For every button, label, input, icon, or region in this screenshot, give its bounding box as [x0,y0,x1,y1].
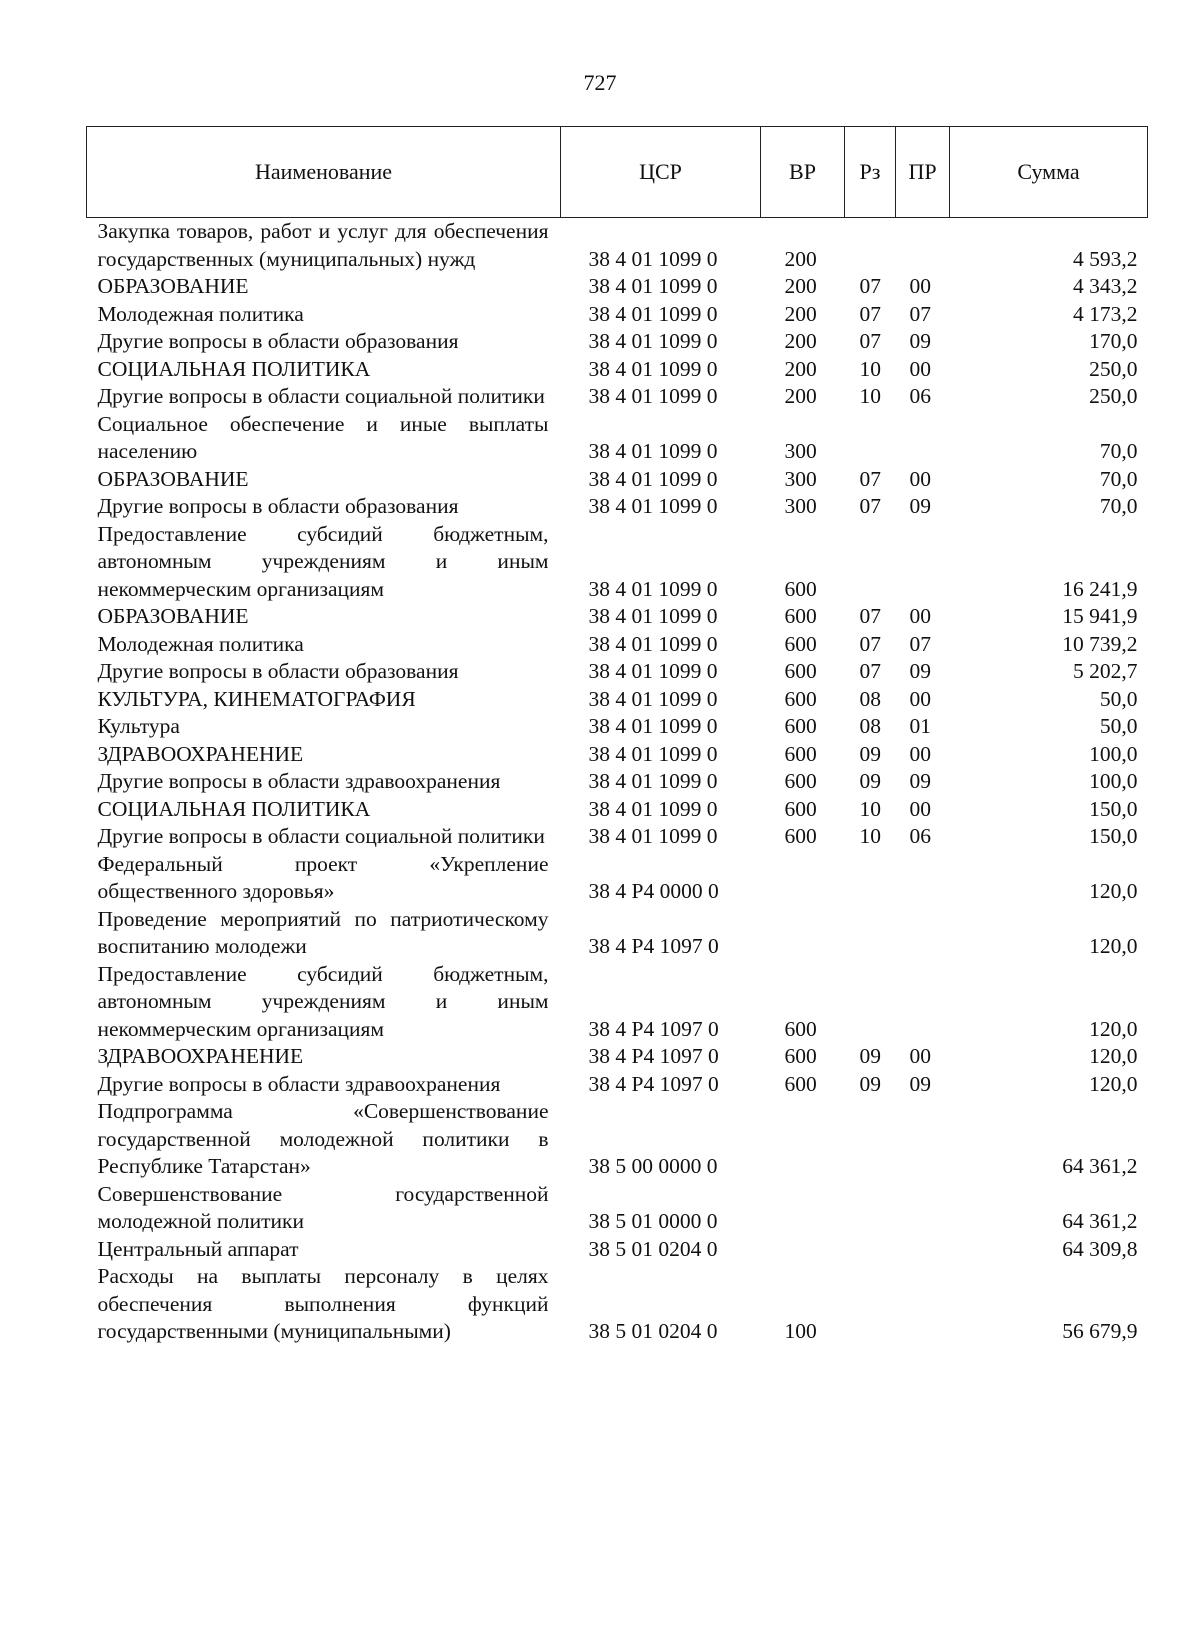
table-row [87,356,1148,384]
table-row [87,631,1148,659]
cell-csr: 38 4 P4 1097 0 [588,1016,719,1041]
table-row [87,1181,1148,1236]
cell-rz: 10 [859,356,881,381]
cell-vr: 600 [784,824,817,848]
cell-csr: 38 4 01 1099 0 [588,466,718,491]
cell-vr: 600 [784,631,817,656]
table-row [87,1043,1148,1071]
cell-csr: 38 4 01 1099 0 [588,714,718,738]
cell-vr: 600 [784,1071,817,1096]
cell-rz: 10 [859,824,881,848]
cell-csr: 38 4 01 1099 0 [588,246,718,271]
cell-sum: 4 593,2 [1073,246,1138,271]
cell-name: Федеральный проект «Укрепление общественного здоровья» [97,851,549,903]
header-rz: Рз [845,127,896,218]
cell-name: Закупка товаров, работ и услуг для обеспечения государственных (муниципальных) нужд [97,219,549,271]
cell-name: Предоставление субсидий бюджетным, автономным учреждениям и иным некоммерческим организациям [97,521,549,601]
cell-rz [845,411,896,466]
cell-rz: 07 [859,659,881,683]
cell-name: ЗДРАВООХРАНЕНИЕ [97,1044,304,1068]
cell-sum: 10 739,2 [1062,631,1138,656]
cell-name: Расходы на выплаты персоналу в целях обеспечения выполнения функций государственными (муниципальными) [97,1264,549,1343]
cell-pr: 06 [909,824,931,848]
cell-pr [896,906,950,961]
cell-csr: 38 4 P4 1097 0 [588,1071,719,1096]
cell-pr: 07 [909,631,931,656]
cell-rz [845,218,896,274]
cell-vr: 600 [784,604,817,628]
cell-rz: 09 [859,1044,881,1068]
table-row [87,521,1148,604]
cell-name: ОБРАЗОВАНИЕ [97,274,249,298]
table-row [87,1071,1148,1099]
cell-pr [896,218,950,274]
cell-csr: 38 5 01 0204 0 [588,1319,718,1343]
header-pr: ПР [896,127,950,218]
cell-name: Другие вопросы в области образования [97,494,459,518]
cell-vr [761,1181,845,1236]
table-row [87,1236,1148,1264]
header-vr: ВР [761,127,845,218]
table-row [87,1098,1148,1181]
cell-pr [896,851,950,906]
cell-csr: 38 5 00 0000 0 [588,1154,718,1178]
cell-name: Подпрограмма «Совершенствование государственной молодежной политики в Республике Татарстан» [97,1099,549,1178]
cell-vr: 600 [784,741,817,766]
table-row [87,301,1148,329]
cell-vr: 200 [784,246,817,271]
cell-pr: 01 [909,714,931,738]
table-row [87,796,1148,824]
cell-name: Другие вопросы в области здравоохранения [97,1071,501,1096]
cell-sum: 15 941,9 [1062,604,1138,628]
table-header [87,127,1148,218]
cell-vr [761,851,845,906]
cell-sum: 50,0 [1099,686,1138,711]
cell-sum: 64 361,2 [1062,1209,1138,1233]
cell-vr [761,1098,845,1181]
cell-name: Совершенствование государственной молодежной политики [97,1181,549,1233]
table-row [87,741,1148,769]
cell-rz: 09 [859,769,881,793]
cell-pr: 00 [909,1044,931,1068]
cell-name: ЗДРАВООХРАНЕНИЕ [97,741,304,766]
cell-pr [896,1263,950,1346]
cell-csr: 38 4 01 1099 0 [588,439,718,463]
cell-pr: 00 [909,686,931,711]
cell-pr: 09 [909,1071,931,1096]
cell-sum: 16 241,9 [1062,576,1138,601]
cell-pr: 00 [909,466,931,491]
cell-sum: 150,0 [1089,796,1138,821]
cell-csr: 38 5 01 0000 0 [588,1209,718,1233]
cell-csr: 38 4 01 1099 0 [588,329,718,353]
cell-csr: 38 4 01 1099 0 [588,686,718,711]
cell-vr: 600 [784,576,817,601]
cell-pr: 09 [909,659,931,683]
header-name: Наименование [87,127,561,218]
table-row [87,218,1148,274]
cell-name: КУЛЬТУРА, КИНЕМАТОГРАФИЯ [97,686,416,711]
cell-vr: 300 [784,439,817,463]
cell-rz: 09 [859,741,881,766]
cell-rz [845,906,896,961]
cell-csr: 38 4 P4 1097 0 [588,934,719,958]
cell-pr [896,1236,950,1264]
cell-vr: 200 [784,329,817,353]
cell-name: СОЦИАЛЬНАЯ ПОЛИТИКА [97,356,371,381]
cell-sum: 120,0 [1089,1044,1138,1068]
cell-csr: 38 4 01 1099 0 [588,604,718,628]
cell-sum: 120,0 [1089,879,1138,903]
cell-sum: 56 679,9 [1062,1319,1138,1343]
cell-csr: 38 4 01 1099 0 [588,274,718,298]
table-row [87,273,1148,301]
cell-name: Другие вопросы в области образования [97,329,459,353]
cell-name: Другие вопросы в области социальной политики [97,384,545,408]
cell-rz: 07 [859,466,881,491]
table-body [87,218,1148,1346]
cell-csr: 38 4 01 1099 0 [588,741,718,766]
cell-name: ОБРАЗОВАНИЕ [97,604,249,628]
cell-pr: 00 [909,274,931,298]
header-sum: Сумма [950,127,1148,218]
cell-csr: 38 4 01 1099 0 [588,769,718,793]
cell-rz [845,1181,896,1236]
cell-sum: 250,0 [1089,384,1138,408]
cell-name: Молодежная политика [97,631,304,656]
cell-csr: 38 4 01 1099 0 [588,659,718,683]
table-row [87,768,1148,796]
cell-name: ОБРАЗОВАНИЕ [97,466,249,491]
cell-pr [896,961,950,1044]
cell-sum: 70,0 [1099,494,1138,518]
cell-pr: 00 [909,741,931,766]
cell-sum: 250,0 [1089,356,1138,381]
cell-sum: 100,0 [1089,741,1138,766]
cell-rz [845,961,896,1044]
cell-sum: 170,0 [1089,329,1138,353]
cell-csr: 38 4 01 1099 0 [588,796,718,821]
cell-vr: 600 [784,714,817,738]
cell-vr: 600 [784,796,817,821]
cell-rz: 09 [859,1071,881,1096]
table-row [87,961,1148,1044]
cell-rz: 07 [859,274,881,298]
cell-rz [845,851,896,906]
cell-pr: 07 [909,301,931,326]
cell-sum: 5 202,7 [1073,659,1138,683]
cell-rz: 07 [859,301,881,326]
table-row [87,851,1148,906]
cell-vr: 300 [784,466,817,491]
cell-rz: 07 [859,631,881,656]
cell-rz [845,1098,896,1181]
cell-rz: 07 [859,329,881,353]
cell-name: Другие вопросы в области образования [97,659,459,683]
cell-vr: 600 [784,769,817,793]
cell-vr: 200 [784,356,817,381]
cell-pr [896,1181,950,1236]
cell-rz: 10 [859,796,881,821]
cell-csr: 38 5 01 0204 0 [588,1236,718,1261]
cell-sum: 150,0 [1089,824,1138,848]
cell-rz: 10 [859,384,881,408]
cell-sum: 120,0 [1089,934,1138,958]
table-row [87,411,1148,466]
cell-name: Другие вопросы в области здравоохранения [97,769,501,793]
table-row [87,383,1148,411]
cell-rz [845,1263,896,1346]
cell-pr: 00 [909,796,931,821]
cell-rz [845,521,896,604]
cell-csr: 38 4 01 1099 0 [588,356,718,381]
cell-pr [896,1098,950,1181]
table-row [87,906,1148,961]
header-csr: ЦСР [561,127,761,218]
header-row [87,127,1148,218]
cell-pr [896,411,950,466]
cell-name: Культура [97,714,180,738]
cell-csr: 38 4 01 1099 0 [588,576,718,601]
cell-sum: 120,0 [1089,1016,1138,1041]
cell-sum: 70,0 [1099,439,1138,463]
table-row [87,603,1148,631]
cell-pr: 00 [909,604,931,628]
cell-name: Центральный аппарат [97,1236,299,1261]
cell-vr: 600 [784,1016,817,1041]
cell-sum: 50,0 [1099,714,1138,738]
cell-vr: 100 [784,1319,817,1343]
cell-pr [896,521,950,604]
cell-vr: 600 [784,659,817,683]
cell-csr: 38 4 01 1099 0 [588,824,718,848]
table-row [87,328,1148,356]
cell-sum: 70,0 [1099,466,1138,491]
cell-rz: 08 [859,714,881,738]
cell-vr: 600 [784,686,817,711]
cell-vr [761,906,845,961]
table-row [87,466,1148,494]
cell-sum: 4 173,2 [1073,301,1138,326]
cell-sum: 100,0 [1089,769,1138,793]
cell-vr: 200 [784,384,817,408]
budget-table-container [86,126,1147,1346]
budget-table [86,126,1148,1346]
cell-name: Предоставление субсидий бюджетным, автономным учреждениям и иным некоммерческим организациям [97,961,549,1041]
cell-pr: 00 [909,356,931,381]
cell-vr: 200 [784,274,817,298]
cell-pr: 09 [909,329,931,353]
cell-pr: 06 [909,384,931,408]
cell-csr: 38 4 01 1099 0 [588,301,718,326]
cell-vr [761,1236,845,1264]
cell-sum: 4 343,2 [1073,274,1138,298]
cell-name: СОЦИАЛЬНАЯ ПОЛИТИКА [97,796,371,821]
table-row [87,686,1148,714]
cell-csr: 38 4 01 1099 0 [588,631,718,656]
table-row [87,713,1148,741]
cell-rz: 07 [859,494,881,518]
cell-pr: 09 [909,769,931,793]
cell-name: Социальное обеспечение и иные выплаты населению [97,411,549,463]
table-row [87,658,1148,686]
cell-pr: 09 [909,494,931,518]
cell-csr: 38 4 01 1099 0 [588,384,718,408]
cell-sum: 120,0 [1089,1071,1138,1096]
cell-sum: 64 309,8 [1062,1236,1138,1261]
table-row [87,493,1148,521]
cell-rz: 07 [859,604,881,628]
cell-csr: 38 4 P4 1097 0 [588,1044,719,1068]
cell-name: Другие вопросы в области социальной политики [97,824,545,848]
table-row [87,1263,1148,1346]
cell-csr: 38 4 P4 0000 0 [588,879,719,903]
page-number: 727 [583,70,617,95]
cell-name: Молодежная политика [97,301,304,326]
cell-vr: 600 [784,1044,817,1068]
cell-vr: 300 [784,494,817,518]
cell-vr: 200 [784,301,817,326]
cell-name: Проведение мероприятий по патриотическому воспитанию молодежи [97,906,549,958]
cell-sum: 64 361,2 [1062,1154,1138,1178]
cell-rz [845,1236,896,1264]
cell-csr: 38 4 01 1099 0 [588,494,718,518]
table-row [87,823,1148,851]
cell-rz: 08 [859,686,881,711]
